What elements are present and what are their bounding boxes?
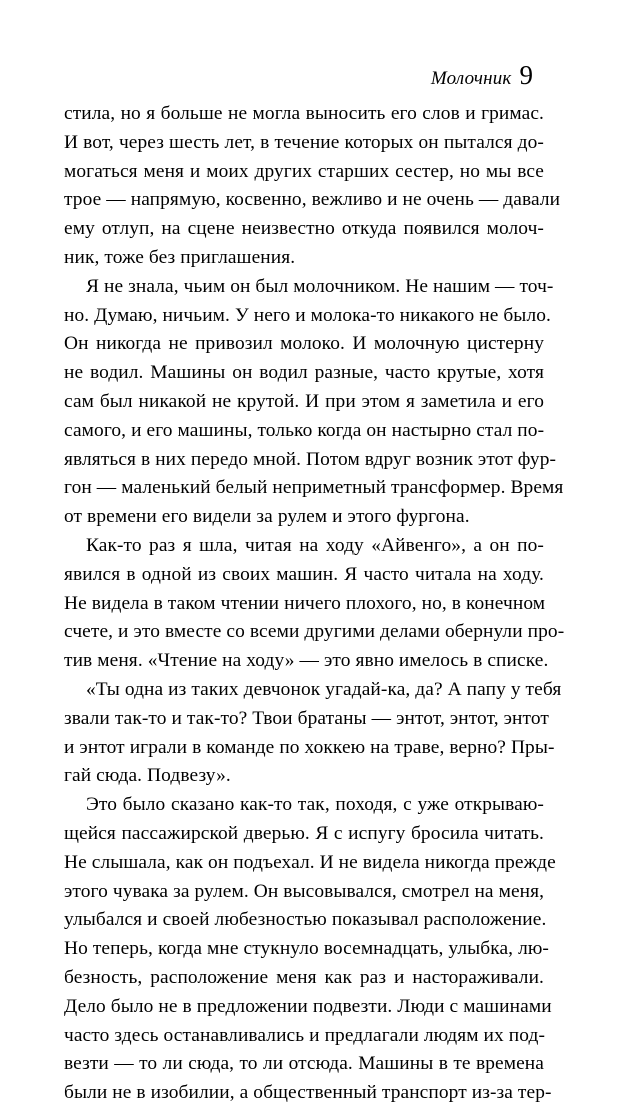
text-line: этого чувака за рулем. Он высовывался, смотрел на меня, [64, 880, 545, 902]
text-line: гай сюда. Подвезу». [64, 765, 231, 787]
text-line: ник, тоже без приглашения. [64, 246, 296, 268]
paragraph [64, 791, 556, 1108]
text-line: И вот, через шесть лет, в течение которых он пытался до- [64, 131, 544, 153]
text-line: улыбался и своей любезностью показывал расположение. [64, 909, 547, 931]
paragraph [64, 532, 565, 676]
paragraph [64, 100, 561, 273]
text-line: везти — то ли сюда, то ли отсюда. Машины в те времена [64, 1053, 544, 1075]
text-line: являться в них передо мной. Потом вдруг возник этот фур- [64, 448, 557, 470]
page-header [431, 62, 533, 90]
text-line: гон — маленький белый неприметный трансформер. Время [64, 477, 564, 499]
text-line: Не видела в таком чтении ничего плохого, но, в конечном [64, 592, 546, 614]
text-line: но. Думаю, ничьим. У него и молока-то никакого не было. [64, 304, 551, 326]
text-line: стила, но я больше не могла выносить его слов и гримас. [64, 103, 544, 124]
text-line: Как-то раз я шла, читая на ходу «Айвенго», а он по- [86, 534, 544, 556]
text-line: часто здесь останавливались и предлагали людям их под- [64, 1024, 546, 1046]
text-line: самого, и его машины, только когда он настырно стал по- [64, 419, 545, 441]
text-line: не водил. Машины он водил разные, часто крутые, хотя [64, 362, 544, 384]
text-line: могаться меня и моих других старших сестер, но мы все [64, 160, 544, 182]
text-line: Не слышала, как он подъехал. И не видела никогда прежде [64, 851, 556, 873]
text-line: от времени его видели за рулем и этого фургона. [64, 506, 470, 528]
text-line: щейся пассажирской дверью. Я с испугу бросила читать. [64, 822, 544, 844]
paragraph [64, 676, 562, 791]
running-title: Молочник [430, 68, 512, 89]
paragraph [64, 273, 564, 532]
text-line: сам был никакой не крутой. И при этом я заметила и его [64, 390, 544, 412]
text-line: Но теперь, когда мне стукнуло восемнадцать, улыбка, лю- [64, 938, 549, 960]
page-number: 9 [519, 60, 533, 90]
text-line: Дело было не в предложении подвезти. Люди с машинами [64, 995, 552, 1017]
text-line: Он никогда не привозил молоко. И молочную цистерну [64, 333, 544, 355]
text-line: безность, расположение меня как раз и настораживали. [64, 966, 544, 988]
text-line: трое — напрямую, косвенно, вежливо и не очень — давали [64, 189, 561, 211]
text-line: тив меня. «Чтение на ходу» — это явно имелось в списке. [64, 650, 549, 672]
text-line: и энтот играли в команде по хоккею на траве, верно? Пры- [64, 736, 555, 758]
text-line: Я не знала, чьим он был молочником. Не нашим — точ- [86, 275, 554, 297]
text-line: ему отлуп, на сцене неизвестно откуда появился молоч- [64, 218, 544, 240]
text-line: звали так-то и так-то? Твои братаны — энтот, энтот, энтот [64, 707, 549, 729]
text-line: явился в одной из своих машин. Я часто читала на ходу. [64, 563, 544, 585]
text-line: были не в изобилии, а общественный транспорт из-за тер- [64, 1082, 552, 1104]
body-text [64, 100, 565, 1108]
text-line: Это было сказано как-то так, походя, с уже открываю- [86, 794, 544, 816]
text-line: «Ты одна из таких девчонок угадай-ка, да? А папу у тебя [86, 678, 562, 700]
text-line: счете, и это вместе со всеми другими делами обернули про- [64, 621, 565, 643]
